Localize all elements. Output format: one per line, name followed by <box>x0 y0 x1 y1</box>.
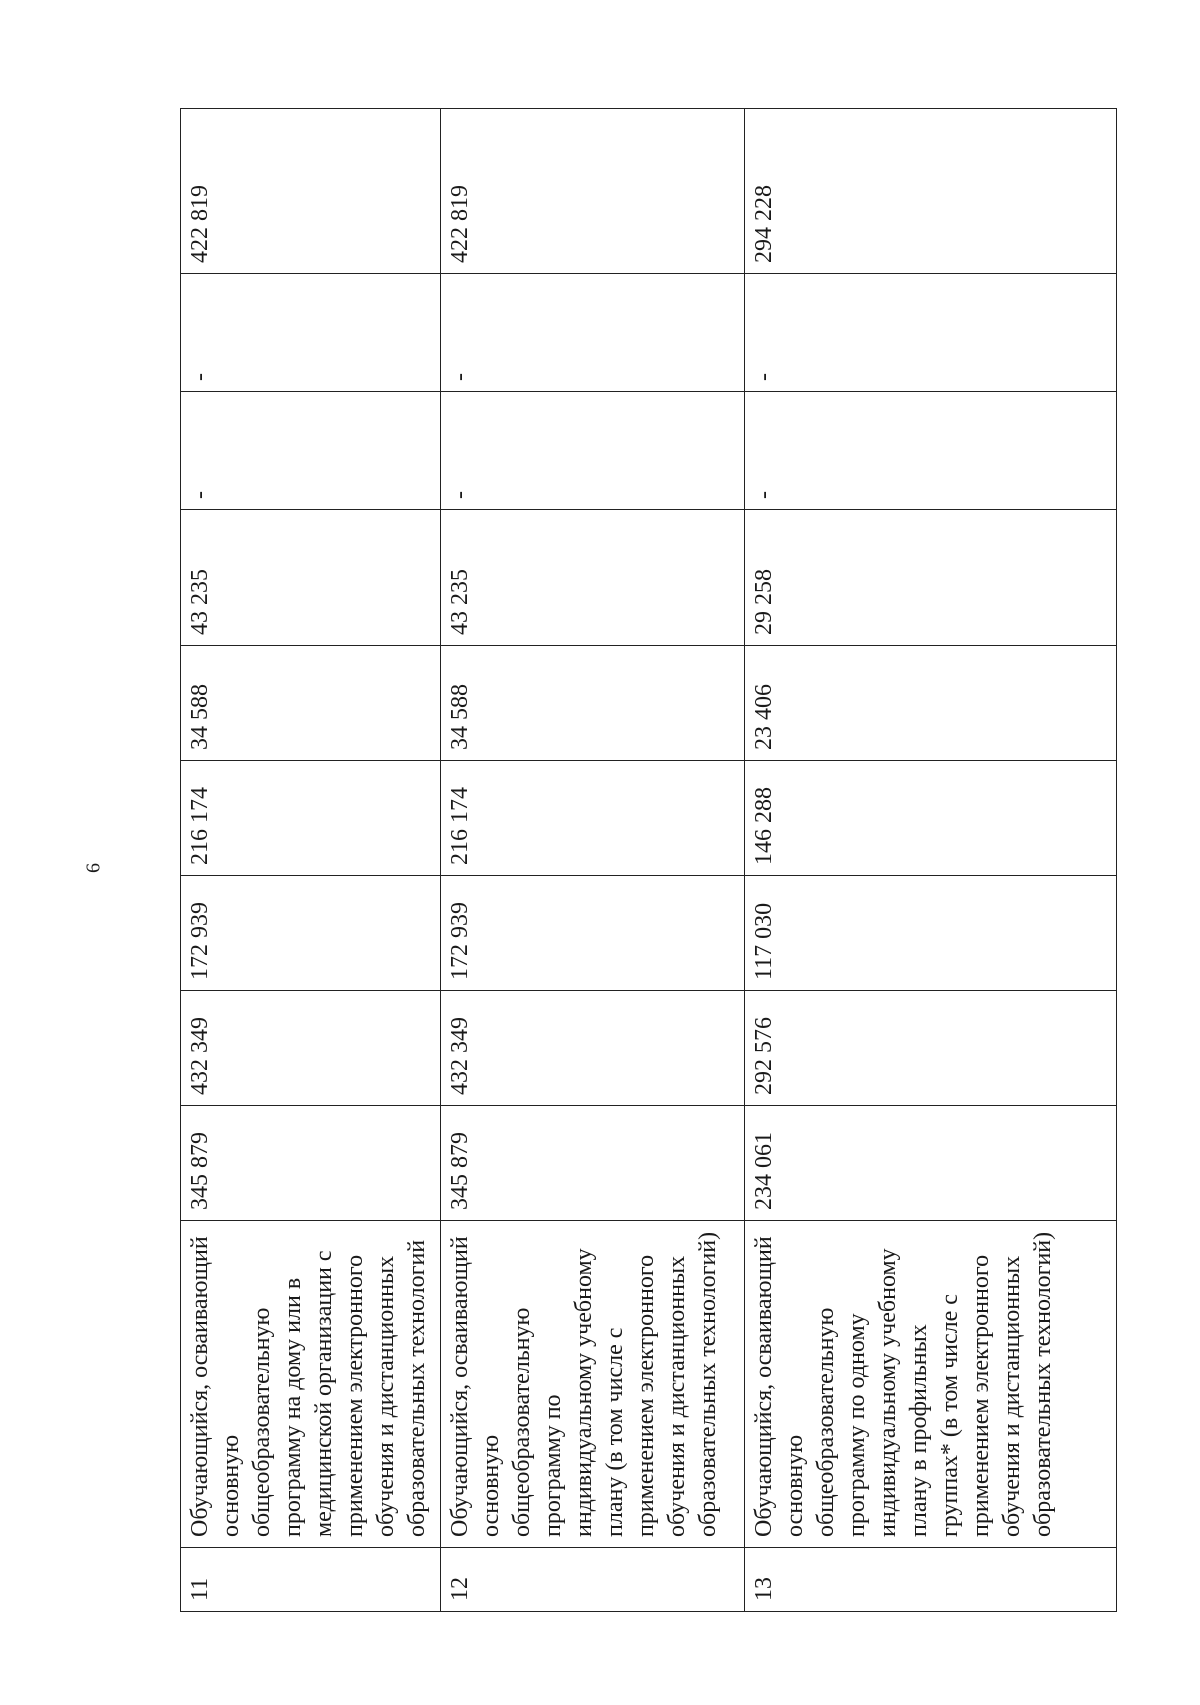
cell-value: 345 879 <box>441 1106 745 1221</box>
row-description: Обучающийся, осваивающий основную общеобразовательную программу по индивидуальному учебному плану (в том числе с применением электронного обучения и дистанционных образовательных технологий) <box>441 1221 745 1548</box>
cell-value: 146 288 <box>745 761 1117 876</box>
data-table <box>180 108 1117 1612</box>
cell-value: 216 174 <box>181 761 441 876</box>
table-row <box>745 109 1117 1612</box>
cell-value: - <box>441 392 745 510</box>
cell-value: 422 819 <box>181 109 441 274</box>
cell-value: 432 349 <box>441 991 745 1106</box>
row-number: 11 <box>181 1548 441 1612</box>
cell-value: 34 588 <box>441 646 745 761</box>
row-description: Обучающийся, осваивающий основную общеобразовательную программу по одному индивидуальному учебному плану в профильных группах* (в том числе с применением электронного обучения и дистанционных образовательных технологий) <box>745 1221 1117 1548</box>
cell-value: 294 228 <box>745 109 1117 274</box>
cell-value: 172 939 <box>181 876 441 991</box>
table-row <box>441 109 745 1612</box>
cell-value: 43 235 <box>181 510 441 646</box>
cell-value: 29 258 <box>745 510 1117 646</box>
row-description: Обучающийся, осваивающий основную общеобразовательную программу на дому или в медицинской организации с применением электронного обучения и дистанционных образовательных технологий <box>181 1221 441 1548</box>
cell-value: - <box>181 392 441 510</box>
table-row <box>181 109 441 1612</box>
cell-value: - <box>745 274 1117 392</box>
cell-value: 34 588 <box>181 646 441 761</box>
row-number: 12 <box>441 1548 745 1612</box>
cell-value: - <box>181 274 441 392</box>
cell-value: 345 879 <box>181 1106 441 1221</box>
cell-value: 234 061 <box>745 1106 1117 1221</box>
cell-value: 422 819 <box>441 109 745 274</box>
rotated-table-frame <box>180 109 1116 1612</box>
cell-value: 43 235 <box>441 510 745 646</box>
cell-value: - <box>441 274 745 392</box>
cell-value: 292 576 <box>745 991 1117 1106</box>
cell-value: - <box>745 392 1117 510</box>
cell-value: 117 030 <box>745 876 1117 991</box>
cell-value: 172 939 <box>441 876 745 991</box>
cell-value: 23 406 <box>745 646 1117 761</box>
cell-value: 216 174 <box>441 761 745 876</box>
page-number: 6 <box>82 863 105 873</box>
row-number: 13 <box>745 1548 1117 1612</box>
cell-value: 432 349 <box>181 991 441 1106</box>
